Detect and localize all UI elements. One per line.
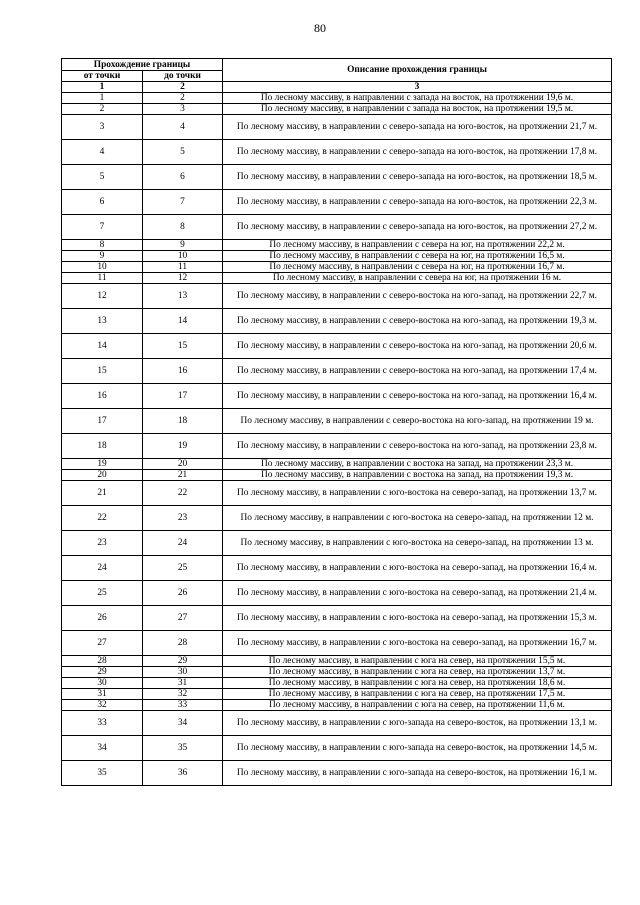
from-point-cell: 31 (62, 689, 143, 700)
description-cell: По лесному массиву, в направлении с юго-запада на северо-восток, на протяжении 13,1 м. (223, 711, 612, 736)
description-cell: По лесному массиву, в направлении с северо-запада на юго-восток, на протяжении 22,3 м. (223, 190, 612, 215)
to-point-cell: 18 (143, 409, 223, 434)
description-cell: По лесному массиву, в направлении с северо-востока на юго-запад, на протяжении 22,7 м. (223, 284, 612, 309)
table-row (62, 736, 612, 761)
table-row (62, 140, 612, 165)
boundary-table (61, 58, 612, 786)
table-row (62, 667, 612, 678)
description-cell: По лесному массиву, в направлении с северо-запада на юго-восток, на протяжении 27,2 м. (223, 215, 612, 240)
description-cell: По лесному массиву, в направлении с востока на запад, на протяжении 19,3 м. (223, 470, 612, 481)
from-point-cell: 6 (62, 190, 143, 215)
from-point-cell: 18 (62, 434, 143, 459)
description-cell: По лесному массиву, в направлении с запада на восток, на протяжении 19,5 м. (223, 104, 612, 115)
to-point-cell: 30 (143, 667, 223, 678)
to-point-cell: 32 (143, 689, 223, 700)
from-point-cell: 32 (62, 700, 143, 711)
from-point-cell: 2 (62, 104, 143, 115)
table-row (62, 470, 612, 481)
description-cell: По лесному массиву, в направлении с юго-востока на северо-запад, на протяжении 16,7 м. (223, 631, 612, 656)
description-cell: По лесному массиву, в направлении с северо-востока на юго-запад, на протяжении 20,6 м. (223, 334, 612, 359)
table-row (62, 384, 612, 409)
from-point-cell: 30 (62, 678, 143, 689)
from-point-cell: 24 (62, 556, 143, 581)
table-row (62, 262, 612, 273)
from-point-cell: 10 (62, 262, 143, 273)
table-row (62, 409, 612, 434)
from-point-cell: 28 (62, 656, 143, 667)
description-cell: По лесному массиву, в направлении с юга на север, на протяжении 15,5 м. (223, 656, 612, 667)
table-row (62, 215, 612, 240)
description-cell: По лесному массиву, в направлении с северо-востока на юго-запад, на протяжении 23,8 м. (223, 434, 612, 459)
table-row (62, 481, 612, 506)
column-number-1: 1 (62, 82, 143, 93)
to-point-cell: 14 (143, 309, 223, 334)
description-cell: По лесному массиву, в направлении с юго-востока на северо-запад, на протяжении 13 м. (223, 531, 612, 556)
from-point-cell: 3 (62, 115, 143, 140)
to-point-cell: 35 (143, 736, 223, 761)
to-point-cell: 31 (143, 678, 223, 689)
to-point-cell: 10 (143, 251, 223, 262)
to-point-cell: 19 (143, 434, 223, 459)
table-row (62, 556, 612, 581)
table-row (62, 656, 612, 667)
table-row (62, 581, 612, 606)
description-cell: По лесному массиву, в направлении с запада на восток, на протяжении 19,6 м. (223, 93, 612, 104)
table-row (62, 273, 612, 284)
description-cell: По лесному массиву, в направлении с юга на север, на протяжении 13,7 м. (223, 667, 612, 678)
table-row (62, 115, 612, 140)
to-point-cell: 29 (143, 656, 223, 667)
table-row (62, 531, 612, 556)
from-point-cell: 29 (62, 667, 143, 678)
to-point-cell: 20 (143, 459, 223, 470)
description-cell: По лесному массиву, в направлении с северо-востока на юго-запад, на протяжении 17,4 м. (223, 359, 612, 384)
to-point-cell: 7 (143, 190, 223, 215)
table-row (62, 678, 612, 689)
to-point-cell: 33 (143, 700, 223, 711)
header-from-point: от точки (62, 71, 143, 82)
table-row (62, 689, 612, 700)
to-point-cell: 3 (143, 104, 223, 115)
from-point-cell: 17 (62, 409, 143, 434)
table-row (62, 284, 612, 309)
to-point-cell: 9 (143, 240, 223, 251)
from-point-cell: 7 (62, 215, 143, 240)
table-row (62, 434, 612, 459)
description-cell: По лесному массиву, в направлении с юга на север, на протяжении 17,5 м. (223, 689, 612, 700)
description-cell: По лесному массиву, в направлении с юго-востока на северо-запад, на протяжении 16,4 м. (223, 556, 612, 581)
header-description: Описание прохождения границы (223, 59, 612, 82)
description-cell: По лесному массиву, в направлении с юго-востока на северо-запад, на протяжении 12 м. (223, 506, 612, 531)
description-cell: По лесному массиву, в направлении с юго-запада на северо-восток, на протяжении 14,5 м. (223, 736, 612, 761)
from-point-cell: 33 (62, 711, 143, 736)
description-cell: По лесному массиву, в направлении с севера на юг, на протяжении 22,2 м. (223, 240, 612, 251)
to-point-cell: 2 (143, 93, 223, 104)
to-point-cell: 17 (143, 384, 223, 409)
description-cell: По лесному массиву, в направлении с севера на юг, на протяжении 16 м. (223, 273, 612, 284)
to-point-cell: 25 (143, 556, 223, 581)
from-point-cell: 25 (62, 581, 143, 606)
table-row (62, 506, 612, 531)
from-point-cell: 16 (62, 384, 143, 409)
to-point-cell: 16 (143, 359, 223, 384)
to-point-cell: 4 (143, 115, 223, 140)
table-row (62, 700, 612, 711)
to-point-cell: 22 (143, 481, 223, 506)
from-point-cell: 13 (62, 309, 143, 334)
from-point-cell: 5 (62, 165, 143, 190)
description-cell: По лесному массиву, в направлении с севера на юг, на протяжении 16,5 м. (223, 251, 612, 262)
from-point-cell: 12 (62, 284, 143, 309)
description-cell: По лесному массиву, в направлении с юго-запада на северо-восток, на протяжении 16,1 м. (223, 761, 612, 786)
description-cell: По лесному массиву, в направлении с юга на север, на протяжении 18,6 м. (223, 678, 612, 689)
description-cell: По лесному массиву, в направлении с востока на запад, на протяжении 23,3 м. (223, 459, 612, 470)
from-point-cell: 35 (62, 761, 143, 786)
from-point-cell: 23 (62, 531, 143, 556)
description-cell: По лесному массиву, в направлении с северо-запада на юго-восток, на протяжении 18,5 м. (223, 165, 612, 190)
to-point-cell: 12 (143, 273, 223, 284)
to-point-cell: 23 (143, 506, 223, 531)
page-number: 80 (314, 21, 326, 35)
table-row (62, 165, 612, 190)
table-row (62, 93, 612, 104)
from-point-cell: 11 (62, 273, 143, 284)
column-number-3: 3 (223, 82, 612, 93)
to-point-cell: 26 (143, 581, 223, 606)
table-row (62, 631, 612, 656)
table-row (62, 309, 612, 334)
description-cell: По лесному массиву, в направлении с севера на юг, на протяжении 16,7 м. (223, 262, 612, 273)
from-point-cell: 15 (62, 359, 143, 384)
description-cell: По лесному массиву, в направлении с северо-востока на юго-запад, на протяжении 19,3 м. (223, 309, 612, 334)
table-row (62, 240, 612, 251)
from-point-cell: 26 (62, 606, 143, 631)
description-cell: По лесному массиву, в направлении с юго-востока на северо-запад, на протяжении 13,7 м. (223, 481, 612, 506)
to-point-cell: 13 (143, 284, 223, 309)
table-row (62, 104, 612, 115)
description-cell: По лесному массиву, в направлении с юга на север, на протяжении 11,6 м. (223, 700, 612, 711)
table-row (62, 334, 612, 359)
from-point-cell: 9 (62, 251, 143, 262)
from-point-cell: 14 (62, 334, 143, 359)
table-row (62, 359, 612, 384)
to-point-cell: 36 (143, 761, 223, 786)
to-point-cell: 11 (143, 262, 223, 273)
from-point-cell: 19 (62, 459, 143, 470)
header-boundary-passage: Прохождение границы (62, 59, 223, 71)
table-row (62, 190, 612, 215)
from-point-cell: 21 (62, 481, 143, 506)
from-point-cell: 34 (62, 736, 143, 761)
from-point-cell: 22 (62, 506, 143, 531)
description-cell: По лесному массиву, в направлении с северо-востока на юго-запад, на протяжении 19 м. (223, 409, 612, 434)
from-point-cell: 20 (62, 470, 143, 481)
table-row (62, 459, 612, 470)
header-to-point: до точки (143, 71, 223, 82)
to-point-cell: 24 (143, 531, 223, 556)
table-row (62, 711, 612, 736)
to-point-cell: 27 (143, 606, 223, 631)
table-row (62, 606, 612, 631)
column-number-2: 2 (143, 82, 223, 93)
table-row (62, 761, 612, 786)
description-cell: По лесному массиву, в направлении с юго-востока на северо-запад, на протяжении 21,4 м. (223, 581, 612, 606)
to-point-cell: 5 (143, 140, 223, 165)
description-cell: По лесному массиву, в направлении с северо-востока на юго-запад, на протяжении 16,4 м. (223, 384, 612, 409)
table-row (62, 251, 612, 262)
from-point-cell: 27 (62, 631, 143, 656)
to-point-cell: 34 (143, 711, 223, 736)
to-point-cell: 15 (143, 334, 223, 359)
description-cell: По лесному массиву, в направлении с северо-запада на юго-восток, на протяжении 17,8 м. (223, 140, 612, 165)
description-cell: По лесному массиву, в направлении с юго-востока на северо-запад, на протяжении 15,3 м. (223, 606, 612, 631)
from-point-cell: 8 (62, 240, 143, 251)
to-point-cell: 8 (143, 215, 223, 240)
to-point-cell: 28 (143, 631, 223, 656)
to-point-cell: 6 (143, 165, 223, 190)
description-cell: По лесному массиву, в направлении с северо-запада на юго-восток, на протяжении 21,7 м. (223, 115, 612, 140)
to-point-cell: 21 (143, 470, 223, 481)
from-point-cell: 4 (62, 140, 143, 165)
from-point-cell: 1 (62, 93, 143, 104)
